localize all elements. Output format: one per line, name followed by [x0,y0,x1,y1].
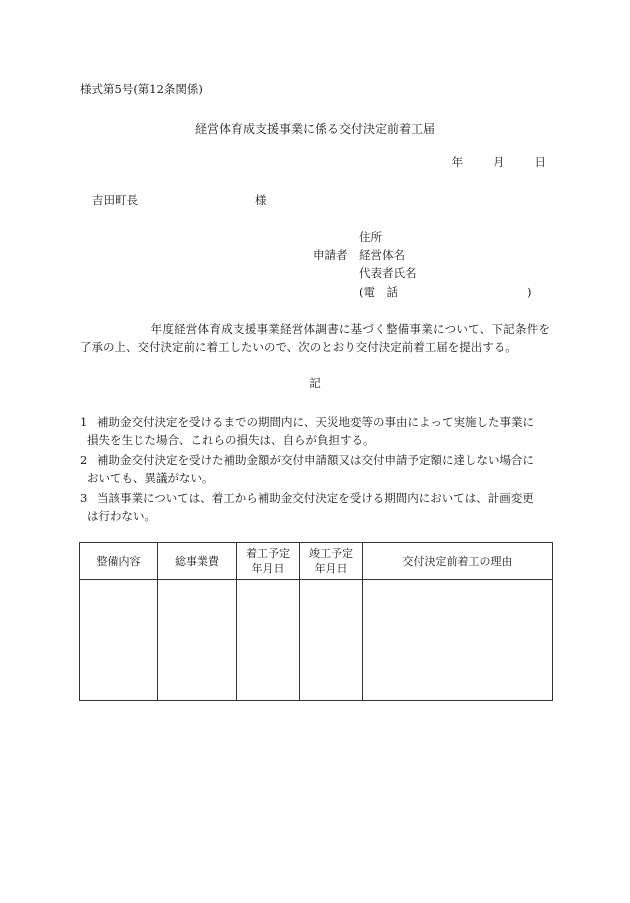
header-cell-completion-date: 竣工予定 年月日 [300,543,363,580]
condition-item [80,489,550,525]
cell-total-cost[interactable] [158,580,237,701]
construction-table [79,542,553,701]
header-cell-reason: 交付決定前着工の理由 [363,543,553,580]
cell-start-date[interactable] [237,580,300,701]
applicant-phone-label: (電 話 [359,285,398,299]
header-cell-start-date: 着工予定 年月日 [237,543,300,580]
condition-text-cont: 損失を生じた場合、これらの損失は、自らが負担する。 [87,433,375,447]
cell-content[interactable] [80,580,158,701]
date-month: 月 [493,155,505,169]
condition-text-cont: おいても、異議がない。 [87,471,214,485]
header-cell-content: 整備内容 [80,543,158,580]
cell-reason[interactable] [363,580,553,701]
body-paragraph: 年度経営体育成支援事業経営体調書に基づく整備事業について、下記条件を了承の上、交付決定前に着工したいので、次のとおり交付決定前着工届を提出する。 [80,322,550,354]
condition-text: 当該事業については、着工から補助金交付決定を受ける期間内においては、計画変更 [97,491,534,505]
condition-number: 3 [80,491,88,505]
condition-number: 2 [80,453,88,467]
applicant-phone-close: ) [527,285,532,299]
applicant-organization-label: 経営体名 [359,248,405,262]
addressee: 吉田町長 [92,193,138,207]
applicant-representative-label: 代表者氏名 [359,266,417,280]
condition-text: 補助金交付決定を受けるまでの期間内に、天災地変等の事由によって実施した事業に [97,415,534,429]
table-header-row [80,543,553,580]
applicant-address-label: 住所 [359,230,382,244]
date-day: 日 [534,155,546,169]
condition-number: 1 [80,415,88,429]
condition-text-cont: は行わない。 [87,509,156,523]
document-title: 経営体育成支援事業に係る交付決定前着工届 [194,122,435,136]
condition-item [80,413,550,449]
table-row [80,580,553,701]
ki-heading: 記 [309,376,321,390]
condition-item [80,451,550,487]
date-line [452,154,547,170]
cell-completion-date[interactable] [300,580,363,701]
header-cell-total-cost: 総事業費 [158,543,237,580]
condition-text: 補助金交付決定を受けた補助金額が交付申請額又は交付申請予定額に達しない場合に [97,453,534,467]
date-year: 年 [451,155,463,169]
honorific: 様 [255,193,267,207]
form-number: 様式第5号(第12条関係) [80,82,203,96]
applicant-label: 申請者 [313,248,348,262]
